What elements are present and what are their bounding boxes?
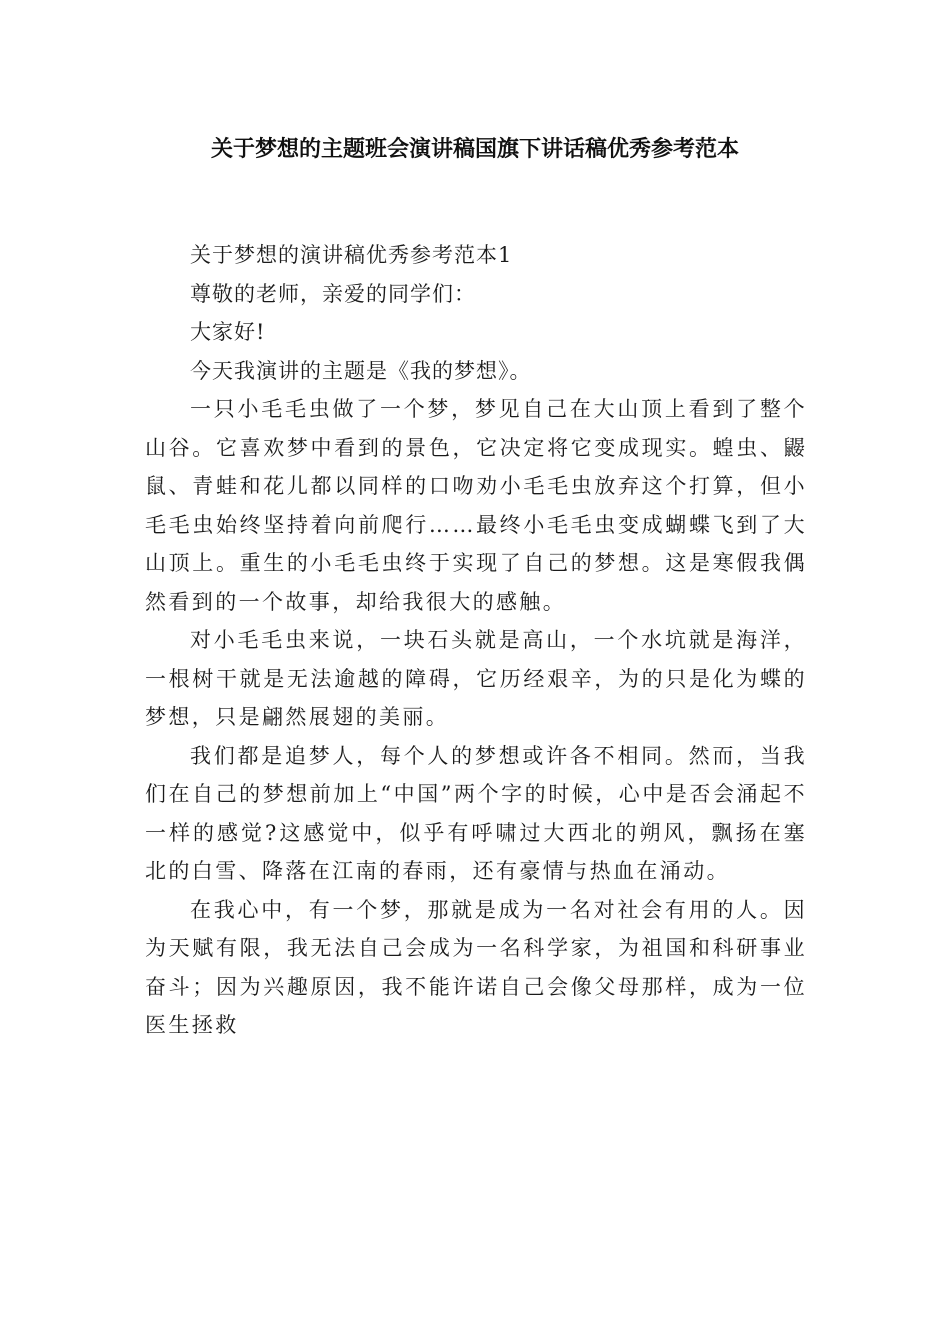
paragraph-dream-chasers: 我们都是追梦人，每个人的梦想或许各不相同。然而，当我们在自己的梦想前加上“中国”两个字的时候，心中是否会涌起不一样的感觉?这感觉中，似乎有呼啸过大西北的朔风，飘扬在塞北的白雪、降落在江南的春雨，还有豪情与热血在涌动。 bbox=[145, 743, 807, 883]
paragraph-heading: 关于梦想的演讲稿优秀参考范本1 bbox=[190, 243, 513, 267]
paragraph-caterpillar-story: 一只小毛毛虫做了一个梦，梦见自己在大山顶上看到了整个山谷。它喜欢梦中看到的景色，它决定将它变成现实。蝗虫、鼹鼠、青蛙和花儿都以同样的口吻劝小毛毛虫放弃这个打算，但小毛毛虫始终坚持着向前爬行……最终小毛毛虫变成蝴蝶飞到了大山顶上。重生的小毛毛虫终于实现了自己的梦想。这是寒假我偶然看到的一个故事，却给我很大的感触。 bbox=[145, 397, 807, 614]
document-body bbox=[145, 236, 807, 1045]
document-title: 关于梦想的主题班会演讲稿国旗下讲话稿优秀参考范本 bbox=[210, 137, 739, 162]
paragraph-caterpillar-reflection: 对小毛毛虫来说，一块石头就是高山，一个水坑就是海洋，一根树干就是无法逾越的障碍，它历经艰辛，为的只是化为蝶的梦想，只是翩然展翅的美丽。 bbox=[145, 628, 807, 729]
paragraph-greeting: 尊敬的老师，亲爱的同学们： bbox=[190, 281, 476, 306]
paragraph-hello: 大家好! bbox=[190, 320, 266, 344]
paragraph-topic: 今天我演讲的主题是《我的梦想》。 bbox=[190, 358, 532, 383]
paragraph-my-dream: 在我心中，有一个梦，那就是成为一名对社会有用的人。因为天赋有限，我无法自己会成为一名科学家，为祖国和科研事业奋斗；因为兴趣原因，我不能许诺自己会像父母那样，成为一位医生拯救 bbox=[145, 897, 807, 1037]
